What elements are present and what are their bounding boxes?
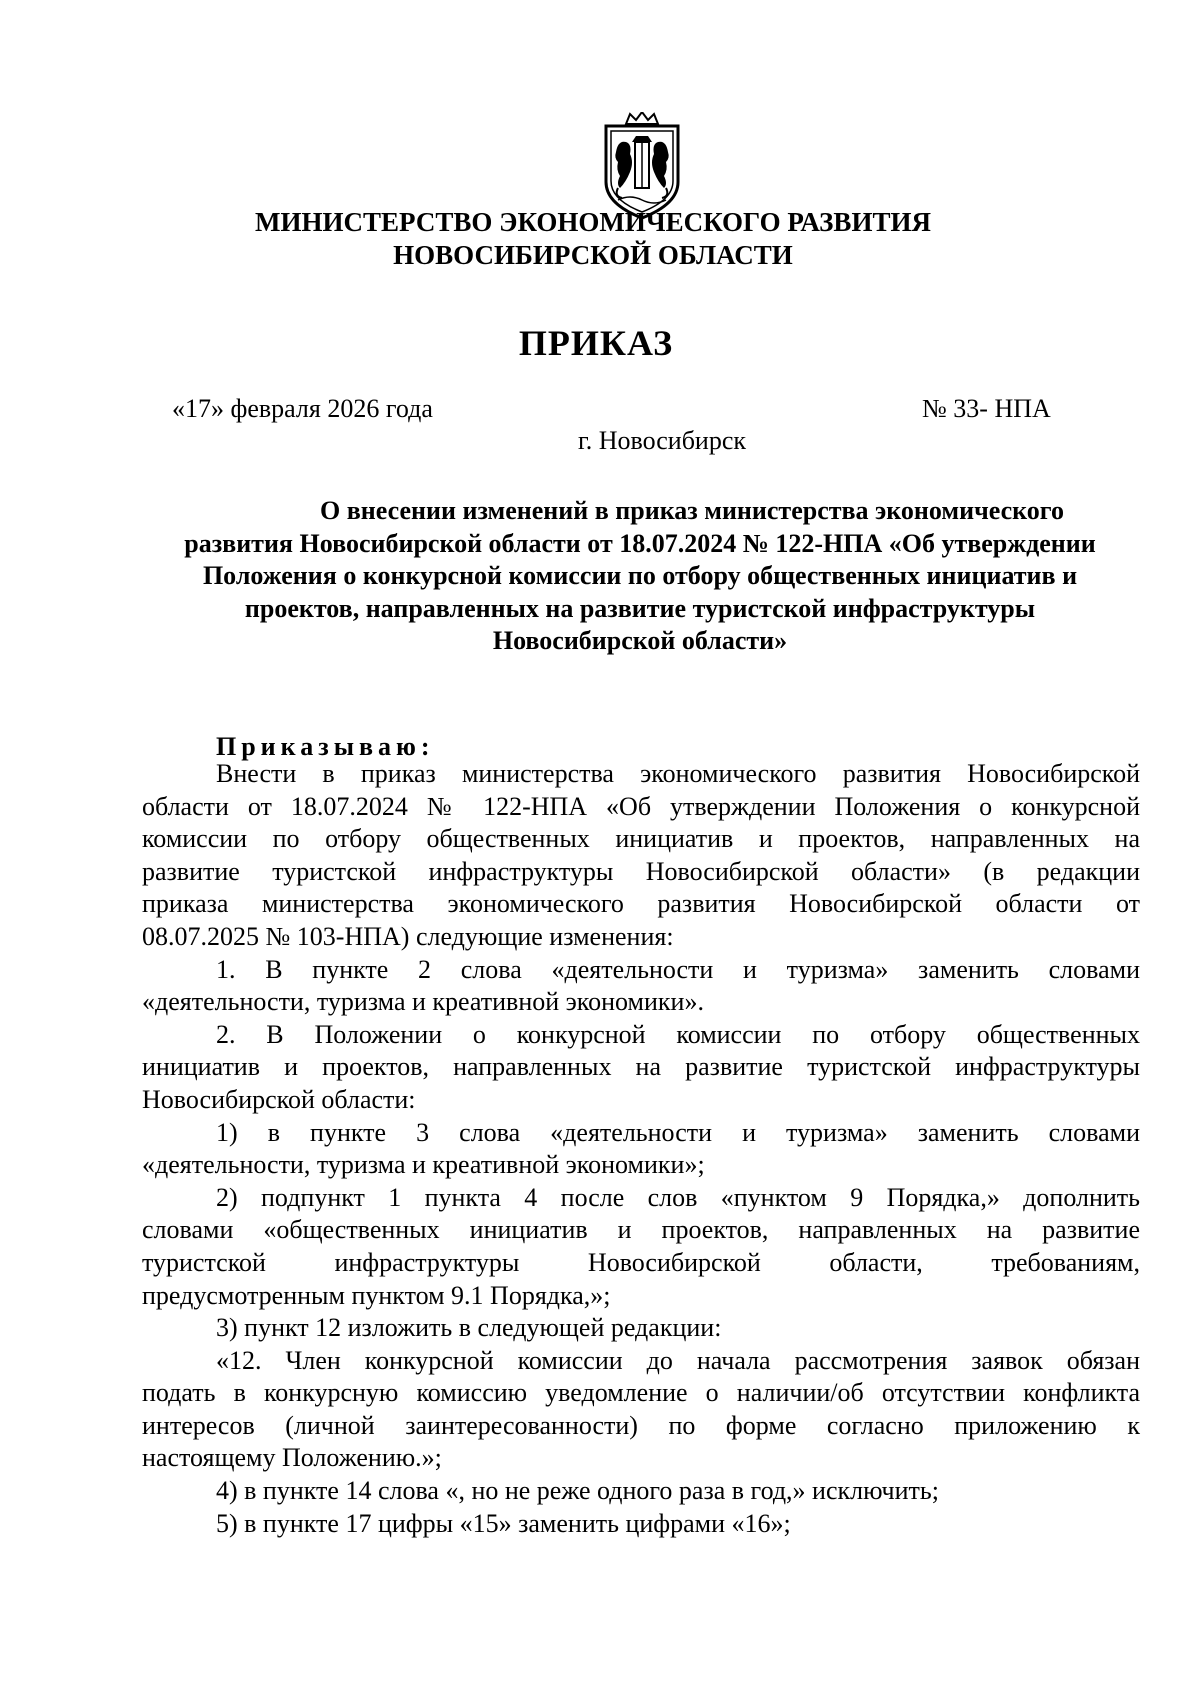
body-line: инициатив и проектов, направленных на развитие туристской инфраструктуры (142, 1052, 1140, 1082)
body-line: 3) пункт 12 изложить в следующей редакции: (216, 1313, 722, 1343)
order-body (142, 758, 1140, 1540)
body-line: приказа министерства экономического развития Новосибирской области от (142, 889, 1140, 919)
decree-word: Приказываю: (216, 732, 435, 761)
body-line: области от 18.07.2024 № 122-НПА «Об утверждении Положения о конкурсной (142, 791, 1140, 821)
document-type-title: ПРИКАЗ (518, 323, 674, 363)
body-line: комиссии по отбору общественных инициатив и проектов, направленных на (142, 824, 1140, 854)
body-line: Новосибирской области: (142, 1084, 416, 1114)
subject-line: развития Новосибирской области от 18.07.2024 № 122-НПА «Об утверждении (184, 528, 1096, 558)
body-line: 1) в пункте 3 слова «деятельности и туризма» заменить словами (216, 1117, 1140, 1147)
body-line: 4) в пункте 14 слова «, но не реже одного раза в год,» исключить; (216, 1476, 939, 1506)
body-line: 2. В Положении о конкурсной комиссии по отбору общественных (216, 1019, 1140, 1049)
body-line: «деятельности, туризма и креативной экономики». (142, 987, 704, 1017)
body-line: интересов (личной заинтересованности) по форме согласно приложению к (142, 1410, 1140, 1440)
body-line: развитие туристской инфраструктуры Новосибирской области» (в редакции (142, 856, 1140, 886)
subject-line: О внесении изменений в приказ министерства экономического (320, 496, 1064, 525)
body-line: подать в конкурсную комиссию уведомление о наличии/об отсутствии конфликта (142, 1378, 1140, 1408)
body-line: 5) в пункте 17 цифры «15» заменить цифрами «16»; (216, 1508, 791, 1538)
subject-line: Новосибирской области» (492, 626, 788, 655)
body-line: словами «общественных инициатив и проектов, направленных на развитие (142, 1215, 1140, 1245)
order-number: № 33- НПА (922, 394, 1051, 423)
order-city: г. Новосибирск (578, 426, 747, 455)
order-date: «17» февраля 2026 года (172, 394, 433, 423)
ministry-name-line-1: МИНИСТЕРСТВО ЭКОНОМИЧЕСКОГО РАЗВИТИЯ (255, 207, 931, 237)
subject-line: Положения о конкурсной комиссии по отбору общественных инициатив и (202, 561, 1078, 590)
coat-of-arms-emblem (596, 112, 688, 220)
ministry-name-line-2: НОВОСИБИРСКОЙ ОБЛАСТИ (393, 240, 793, 270)
body-line: предусмотренным пунктом 9.1 Порядка,»; (142, 1280, 611, 1310)
body-line: 1. В пункте 2 слова «деятельности и туризма» заменить словами (216, 954, 1140, 984)
body-line: 08.07.2025 № 103-НПА) следующие изменения: (142, 921, 674, 951)
subject-line: проектов, направленных на развитие туристской инфраструктуры (244, 593, 1036, 623)
body-line: «12. Член конкурсной комиссии до начала рассмотрения заявок обязан (216, 1345, 1140, 1375)
body-line: туристской инфраструктуры Новосибирской области, требованиям, (142, 1247, 1140, 1277)
order-subject (140, 495, 1140, 658)
body-line: 2) подпункт 1 пункта 4 после слов «пунктом 9 Порядка,» дополнить (216, 1182, 1140, 1212)
body-line: «деятельности, туризма и креативной экономики»; (142, 1150, 705, 1180)
body-line: Внести в приказ министерства экономического развития Новосибирской (216, 759, 1140, 788)
body-line: настоящему Положению.»; (142, 1443, 442, 1473)
